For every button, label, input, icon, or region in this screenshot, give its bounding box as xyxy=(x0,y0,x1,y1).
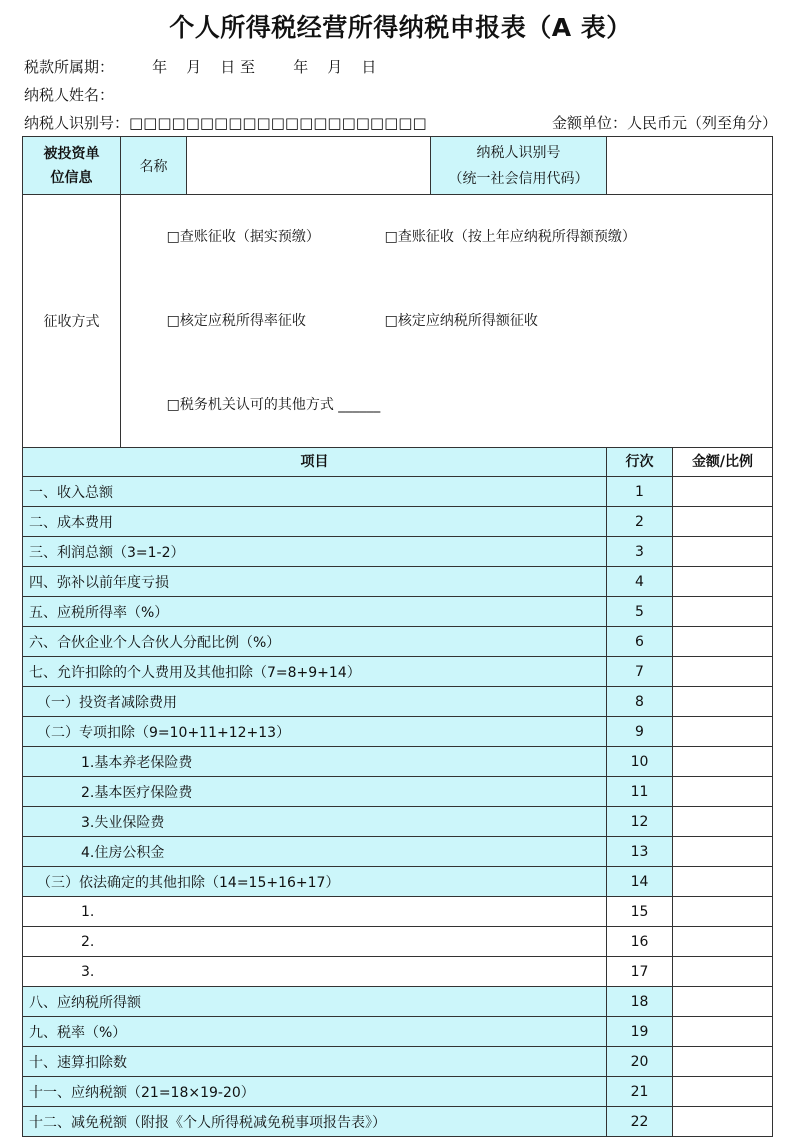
table-row xyxy=(23,567,773,597)
row-label: 3.失业保险费 xyxy=(23,807,607,837)
row-amount-field[interactable] xyxy=(673,807,773,837)
row-line-number: 10 xyxy=(607,747,673,777)
row-label: （三）依法确定的其他扣除（14=15+16+17） xyxy=(23,867,607,897)
row-amount-field[interactable] xyxy=(673,657,773,687)
table-row xyxy=(23,1107,773,1137)
row-amount-field[interactable] xyxy=(673,627,773,657)
taxpayer-name-label: 纳税人姓名： xyxy=(24,86,115,104)
tax-period-label: 税款所属期： 年 月 日 至 年 月 日 xyxy=(24,58,377,76)
table-row xyxy=(23,777,773,807)
row-label: 2.基本医疗保险费 xyxy=(23,777,607,807)
row-label: （一）投资者减除费用 xyxy=(23,687,607,717)
option-other-method[interactable]: □税务机关认可的其他方式 ______ xyxy=(166,397,381,413)
row-line-number: 16 xyxy=(607,927,673,957)
row-label: 二、成本费用 xyxy=(23,507,607,537)
row-label: 2. xyxy=(23,927,607,957)
row-line-number: 17 xyxy=(607,957,673,987)
row-label: 四、弥补以前年度亏损 xyxy=(23,567,607,597)
row-label: 十、速算扣除数 xyxy=(23,1047,607,1077)
row-label: 六、合伙企业个人合伙人分配比例（%） xyxy=(23,627,607,657)
row-amount-field[interactable] xyxy=(673,477,773,507)
row-label: 1. xyxy=(23,897,607,927)
row-line-number: 7 xyxy=(607,657,673,687)
table-row xyxy=(23,627,773,657)
row-label: 七、允许扣除的个人费用及其他扣除（7=8+9+14） xyxy=(23,657,607,687)
column-header-item: 项目 xyxy=(23,448,607,477)
row-amount-field[interactable] xyxy=(673,1047,773,1077)
table-row xyxy=(23,837,773,867)
row-amount-field[interactable] xyxy=(673,777,773,807)
row-line-number: 18 xyxy=(607,987,673,1017)
row-label: 3. xyxy=(23,957,607,987)
currency-unit-label: 金额单位：人民币元（列至角分） xyxy=(551,114,777,132)
investee-name-field[interactable] xyxy=(187,137,431,195)
option-assessed-rate[interactable]: □核定应税所得率征收 xyxy=(166,313,306,329)
row-line-number: 15 xyxy=(607,897,673,927)
table-row xyxy=(23,597,773,627)
investee-id-field[interactable] xyxy=(607,137,773,195)
investee-id-label: 纳税人识别号 （统一社会信用代码） xyxy=(431,137,607,195)
row-amount-field[interactable] xyxy=(673,867,773,897)
row-line-number: 14 xyxy=(607,867,673,897)
table-row xyxy=(23,927,773,957)
column-header-amount: 金额/比例 xyxy=(673,448,773,477)
taxpayer-id-label: 纳税人识别号：□□□□□□□□□□□□□□□□□□□□□ xyxy=(24,114,427,132)
row-line-number: 2 xyxy=(607,507,673,537)
row-line-number: 4 xyxy=(607,567,673,597)
investee-name-label: 名称 xyxy=(121,137,187,195)
row-line-number: 11 xyxy=(607,777,673,807)
row-line-number: 22 xyxy=(607,1107,673,1137)
table-row xyxy=(23,897,773,927)
row-line-number: 9 xyxy=(607,717,673,747)
row-amount-field[interactable] xyxy=(673,897,773,927)
row-amount-field[interactable] xyxy=(673,507,773,537)
row-label: （二）专项扣除（9=10+11+12+13） xyxy=(23,717,607,747)
table-row xyxy=(23,867,773,897)
table-row xyxy=(23,987,773,1017)
row-line-number: 3 xyxy=(607,537,673,567)
declaration-table xyxy=(22,136,773,1137)
row-amount-field[interactable] xyxy=(673,1107,773,1137)
row-line-number: 19 xyxy=(607,1017,673,1047)
table-row xyxy=(23,537,773,567)
row-line-number: 20 xyxy=(607,1047,673,1077)
row-line-number: 12 xyxy=(607,807,673,837)
table-row xyxy=(23,507,773,537)
row-amount-field[interactable] xyxy=(673,927,773,957)
row-line-number: 13 xyxy=(607,837,673,867)
row-line-number: 8 xyxy=(607,687,673,717)
row-amount-field[interactable] xyxy=(673,597,773,627)
row-amount-field[interactable] xyxy=(673,537,773,567)
table-row xyxy=(23,717,773,747)
row-label: 一、收入总额 xyxy=(23,477,607,507)
table-row xyxy=(23,1017,773,1047)
row-label: 五、应税所得率（%） xyxy=(23,597,607,627)
row-amount-field[interactable] xyxy=(673,687,773,717)
row-label: 十一、应纳税额（21=18×19-20） xyxy=(23,1077,607,1107)
option-prior-year-prepay[interactable]: □查账征收（按上年应纳税所得额预缴） xyxy=(384,229,636,245)
table-row xyxy=(23,1047,773,1077)
row-amount-field[interactable] xyxy=(673,987,773,1017)
row-label: 九、税率（%） xyxy=(23,1017,607,1047)
row-label: 4.住房公积金 xyxy=(23,837,607,867)
row-amount-field[interactable] xyxy=(673,747,773,777)
collection-method-options xyxy=(121,195,773,448)
row-label: 八、应纳税所得额 xyxy=(23,987,607,1017)
row-label: 十二、减免税额（附报《个人所得税减免税事项报告表》） xyxy=(23,1107,607,1137)
row-amount-field[interactable] xyxy=(673,1017,773,1047)
table-row xyxy=(23,747,773,777)
table-row xyxy=(23,807,773,837)
row-label: 1.基本养老保险费 xyxy=(23,747,607,777)
table-row xyxy=(23,657,773,687)
row-amount-field[interactable] xyxy=(673,1077,773,1107)
row-amount-field[interactable] xyxy=(673,837,773,867)
table-row xyxy=(23,687,773,717)
option-assessed-amount[interactable]: □核定应纳税所得额征收 xyxy=(384,313,538,329)
row-line-number: 5 xyxy=(607,597,673,627)
row-line-number: 21 xyxy=(607,1077,673,1107)
row-label: 三、利润总额（3=1-2） xyxy=(23,537,607,567)
collection-method-label: 征收方式 xyxy=(23,195,121,448)
row-amount-field[interactable] xyxy=(673,717,773,747)
form-title: 个人所得税经营所得纳税申报表（A 表） xyxy=(169,13,632,42)
table-row xyxy=(23,1077,773,1107)
table-row xyxy=(23,957,773,987)
row-line-number: 6 xyxy=(607,627,673,657)
table-row xyxy=(23,477,773,507)
row-amount-field[interactable] xyxy=(673,957,773,987)
row-amount-field[interactable] xyxy=(673,567,773,597)
investee-info-label: 被投资单位信息 xyxy=(23,137,121,195)
row-line-number: 1 xyxy=(607,477,673,507)
column-header-line: 行次 xyxy=(607,448,673,477)
option-actual-prepay[interactable]: □查账征收（据实预缴） xyxy=(166,229,320,245)
